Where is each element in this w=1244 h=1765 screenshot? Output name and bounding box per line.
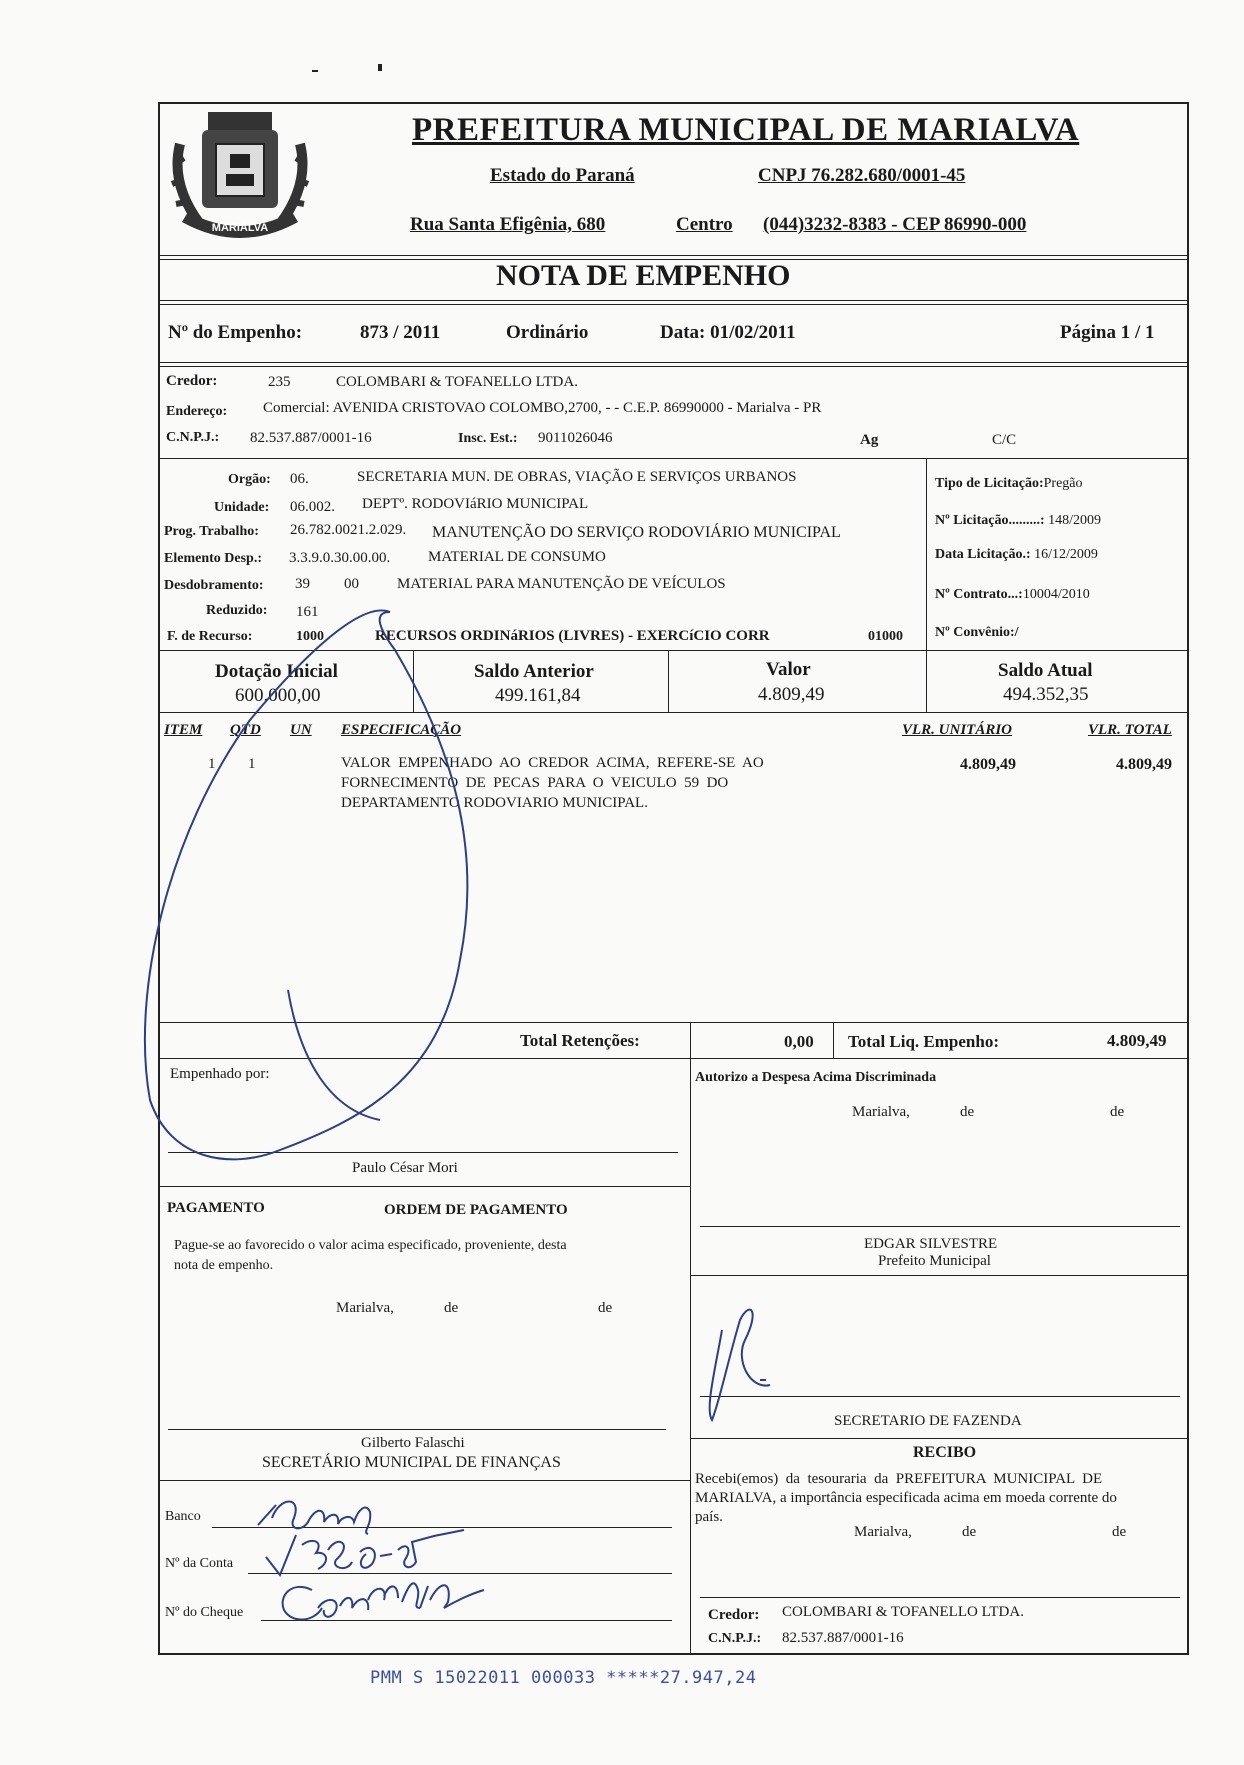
- document-title: NOTA DE EMPENHO: [496, 259, 791, 292]
- empenho-type: Ordinário: [506, 322, 589, 343]
- dotacao-inicial-value: 600.000,00: [235, 685, 321, 706]
- phone-cep: (044)3232-8383 - CEP 86990-000: [763, 214, 1027, 235]
- autorizo-city: Marialva,: [852, 1104, 910, 1120]
- cheque-label: Nº do Cheque: [165, 1605, 244, 1620]
- tipo-licitacao-label: Tipo de Licitação:Pregão: [935, 476, 1083, 491]
- conta-corrente-label: C/C: [992, 432, 1017, 448]
- item-unit-value: 4.809,49: [960, 756, 1016, 773]
- prefeito-name: EDGAR SILVESTRE: [864, 1236, 998, 1252]
- pagamento-label: PAGAMENTO: [167, 1200, 265, 1216]
- empenhado-por-label: Empenhado por:: [170, 1066, 270, 1082]
- total-retencoes-value: 0,00: [784, 1032, 814, 1051]
- item-total-value: 4.809,49: [1116, 756, 1172, 773]
- recibo-cnpj: 82.537.887/0001-16: [782, 1630, 904, 1646]
- col-vlr-total: VLR. TOTAL: [1088, 722, 1172, 738]
- municipality-title: PREFEITURA MUNICIPAL DE MARIALVA: [412, 112, 1080, 148]
- financas-signer-role: SECRETÁRIO MUNICIPAL DE FINANÇAS: [262, 1454, 561, 1471]
- insc-est-label: Insc. Est.:: [458, 431, 518, 446]
- credor-cnpj: 82.537.887/0001-16: [250, 430, 372, 446]
- recibo-text-3: país.: [695, 1509, 723, 1525]
- reduzido-value: 161: [296, 604, 319, 620]
- desdobramento-name: MATERIAL PARA MANUTENÇÃO DE VEÍCULOS: [397, 576, 726, 592]
- empenhado-por-name: Paulo César Mori: [352, 1160, 458, 1176]
- pagamento-de-2: de: [598, 1300, 613, 1316]
- fonte-recurso-code-2: 01000: [868, 629, 903, 644]
- orgao-name: SECRETARIA MUN. DE OBRAS, VIAÇÃO E SERVIÇOS URBANOS: [357, 469, 797, 485]
- item-spec-line-1: VALOR EMPENHADO AO CREDOR ACIMA, REFERE-SE AO: [341, 755, 764, 771]
- saldo-anterior-value: 499.161,84: [495, 685, 581, 706]
- autorizo-de-2: de: [1110, 1104, 1125, 1120]
- state-label: Estado do Paraná: [490, 165, 635, 186]
- fonte-recurso-label: F. de Recurso:: [167, 629, 253, 644]
- total-liq-value: 4.809,49: [1107, 1031, 1167, 1050]
- recibo-de-2: de: [1112, 1524, 1127, 1540]
- saldo-anterior-label: Saldo Anterior: [474, 661, 594, 682]
- recibo-city: Marialva,: [854, 1524, 912, 1540]
- fonte-recurso-name: RECURSOS ORDINáRIOS (LIVRES) - EXERCíCIO CORR: [375, 628, 770, 644]
- valor-label: Valor: [766, 659, 811, 680]
- recibo-title: RECIBO: [913, 1444, 977, 1461]
- total-liq-label: Total Liq. Empenho:: [848, 1032, 999, 1051]
- fazenda-role: SECRETARIO DE FAZENDA: [834, 1413, 1022, 1429]
- empenho-number-label: Nº do Empenho:: [168, 322, 303, 343]
- recibo-cnpj-label: C.N.P.J.:: [708, 1631, 762, 1646]
- recibo-credor-name: COLOMBARI & TOFANELLO LTDA.: [782, 1604, 1024, 1620]
- desdobramento-label: Desdobramento:: [164, 578, 264, 593]
- address-label: Rua Santa Efigênia, 680: [410, 214, 606, 235]
- data-licitacao-label: Data Licitação.: 16/12/2009: [935, 547, 1098, 562]
- col-item: ITEM: [164, 722, 203, 738]
- agencia-label: Ag: [860, 432, 879, 448]
- elemento-code: 3.3.9.0.30.00.00.: [289, 550, 391, 566]
- endereco-label: Endereço:: [166, 404, 228, 419]
- empenho-number: 873 / 2011: [360, 322, 441, 343]
- recibo-de-1: de: [962, 1524, 977, 1540]
- unidade-label: Unidade:: [214, 500, 270, 515]
- prog-trabalho-name: MANUTENÇÃO DO SERVIÇO RODOVIÁRIO MUNICIPAL: [432, 524, 841, 541]
- valor-value: 4.809,49: [758, 684, 825, 705]
- prog-trabalho-label: Prog. Trabalho:: [164, 524, 259, 539]
- reduzido-label: Reduzido:: [206, 603, 268, 618]
- cashier-stamp: PMM S 15022011 000033 *****27.947,24: [370, 1668, 757, 1688]
- item-qtd: 1: [248, 756, 256, 772]
- page-number: Página 1 / 1: [1060, 322, 1155, 343]
- empenho-date: Data: 01/02/2011: [660, 322, 796, 343]
- pagamento-text-1: Pague-se ao favorecido o valor acima especificado, proveniente, desta: [174, 1238, 567, 1253]
- fonte-recurso-code: 1000: [296, 629, 324, 644]
- credor-label: Credor:: [166, 373, 218, 389]
- svg-text:MARIALVA: MARIALVA: [211, 222, 269, 234]
- elemento-name: MATERIAL DE CONSUMO: [428, 549, 606, 565]
- fazenda-signature: [710, 1310, 770, 1420]
- recibo-text-2: MARIALVA, a importância especificada acima em moeda corrente do: [695, 1490, 1117, 1506]
- top-scan-marks: [312, 64, 382, 72]
- col-especificacao: ESPECIFICAÇÃO: [341, 722, 462, 738]
- recibo-credor-label: Credor:: [708, 1607, 760, 1623]
- vertical-pen-stroke: [288, 990, 380, 1120]
- cnpj-label: C.N.P.J.:: [166, 430, 220, 445]
- ordem-pagamento-label: ORDEM DE PAGAMENTO: [384, 1202, 568, 1218]
- credor-address: Comercial: AVENIDA CRISTOVAO COLOMBO,2700, - - C.E.P. 86990000 - Marialva - PR: [263, 400, 822, 416]
- col-vlr-unitario: VLR. UNITÁRIO: [902, 722, 1013, 738]
- autorizo-de-1: de: [960, 1104, 975, 1120]
- pagamento-de-1: de: [444, 1300, 459, 1316]
- saldo-atual-value: 494.352,35: [1003, 684, 1089, 705]
- unidade-code: 06.002.: [290, 499, 335, 515]
- elemento-label: Elemento Desp.:: [164, 551, 262, 566]
- item-spec-line-2: FORNECIMENTO DE PECAS PARA O VEICULO 59 DO: [341, 775, 729, 791]
- large-oval-signature: [145, 610, 468, 1159]
- credor-code: 235: [268, 374, 291, 390]
- cheque-handwriting: [283, 1583, 484, 1619]
- item-spec-line-3: DEPARTAMENTO RODOVIARIO MUNICIPAL.: [341, 795, 648, 811]
- prog-trabalho-code: 26.782.0021.2.029.: [290, 522, 407, 538]
- conta-label: Nº da Conta: [165, 1556, 234, 1571]
- unidade-name: DEPTº. RODOVIáRIO MUNICIPAL: [362, 496, 589, 512]
- credor-name: COLOMBARI & TOFANELLO LTDA.: [336, 374, 578, 390]
- total-retencoes-label: Total Retenções:: [520, 1031, 640, 1050]
- num-licitacao-label: Nº Licitação.........: 148/2009: [935, 513, 1101, 528]
- col-qtd: QTD: [230, 722, 261, 738]
- num-convenio-label: Nº Convênio:/: [935, 625, 1019, 640]
- prefeito-role: Prefeito Municipal: [878, 1253, 991, 1269]
- insc-est-value: 9011026046: [538, 430, 613, 446]
- item-number: 1: [208, 756, 216, 772]
- orgao-label: Orgão:: [228, 472, 271, 487]
- desdobramento-code-2: 00: [344, 576, 359, 592]
- col-un: UN: [290, 722, 312, 738]
- autorizo-label: Autorizo a Despesa Acima Discriminada: [695, 1070, 937, 1085]
- banco-handwriting: [258, 1502, 370, 1535]
- num-contrato-label: Nº Contrato...:10004/2010: [935, 587, 1090, 602]
- pagamento-text-2: nota de empenho.: [174, 1258, 274, 1273]
- dotacao-inicial-label: Dotação Inicial: [215, 661, 338, 682]
- municipality-cnpj: CNPJ 76.282.680/0001-45: [758, 165, 966, 186]
- desdobramento-code-1: 39: [295, 576, 310, 592]
- financas-signer-name: Gilberto Falaschi: [361, 1435, 465, 1451]
- recibo-text-1: Recebi(emos) da tesouraria da PREFEITURA MUNICIPAL DE: [695, 1471, 1103, 1487]
- district-label: Centro: [676, 214, 733, 235]
- orgao-code: 06.: [290, 471, 309, 487]
- saldo-atual-label: Saldo Atual: [998, 660, 1093, 681]
- pagamento-city: Marialva,: [336, 1300, 394, 1316]
- banco-label: Banco: [165, 1509, 201, 1524]
- conta-handwriting: [266, 1530, 464, 1575]
